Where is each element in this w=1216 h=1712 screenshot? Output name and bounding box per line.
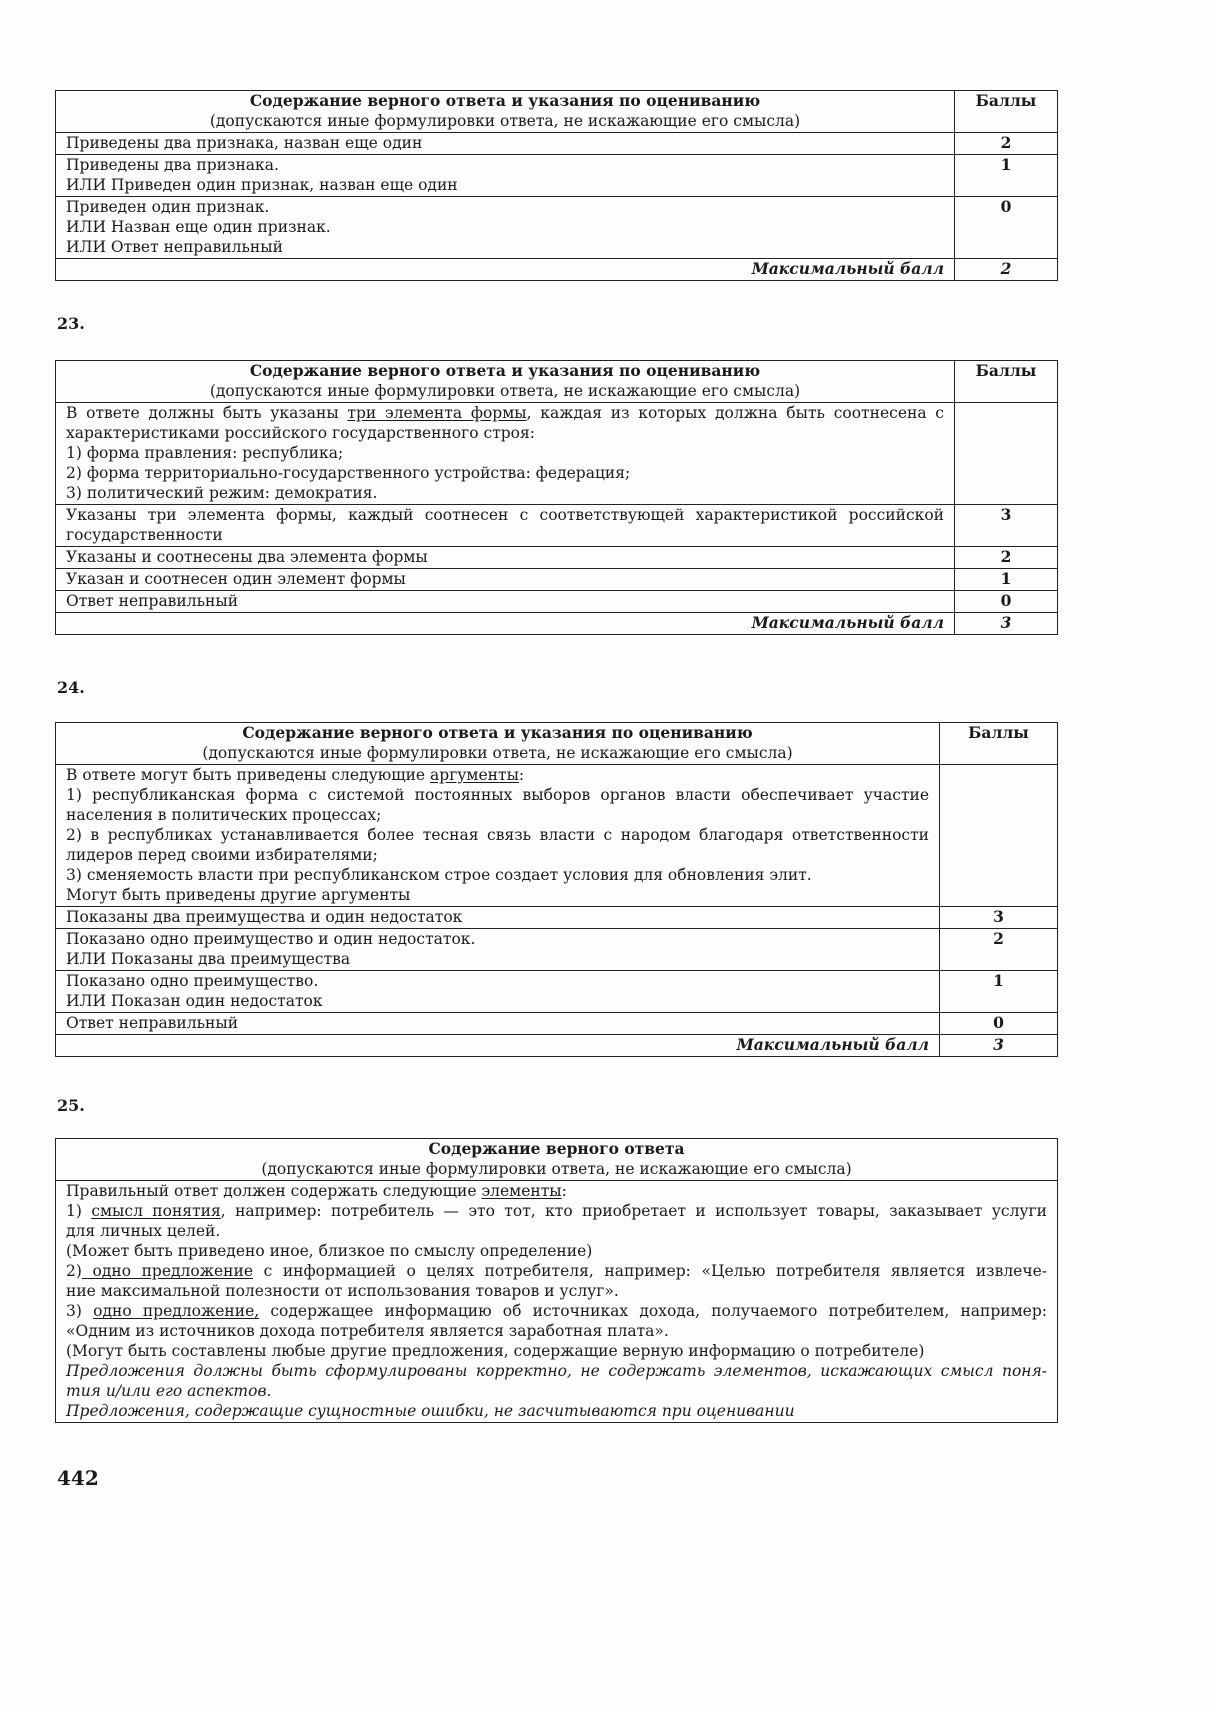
question-number: 25. [57,1096,85,1115]
table-row [56,1013,1058,1035]
header-cell [56,723,940,765]
max-score-row [56,613,1058,635]
text-line: 3) политический режим: демократия. [66,484,378,502]
text-line: лидеров перед своими избирателями; [66,846,378,864]
text-line: Указаны и соотнесены два элемента формы [66,548,428,566]
score-cell: 3 [940,907,1058,929]
text-segment: , каждая из которых должна быть соотнесена с [526,404,944,422]
table-header-row [56,91,1058,133]
max-score-row [56,1035,1058,1057]
text-segment: 1) [66,1202,92,1220]
text-line: государственности [66,526,223,544]
text-line: Приведен один признак. [66,198,270,216]
header-subtitle: (допускаются иные формулировки ответа, не искажающие его смысла) [209,112,801,130]
criteria-cell [56,505,955,547]
text-line: населения в политических процессах; [66,806,382,824]
text-line: ИЛИ Показан один недостаток [66,992,323,1010]
score-cell: 3 [955,505,1058,547]
text-line: 2) в республиках устанавливается более тесная связь власти с народом благодаря ответственности [66,826,929,844]
max-score-label: Максимальный балл [56,613,955,635]
table-row [56,505,1058,547]
max-score-value: 3 [955,613,1058,635]
max-score-label: Максимальный балл [56,1035,940,1057]
header-cell [56,91,955,133]
header-title: Содержание верного ответа и указания по оцениванию [242,723,753,742]
table-row [56,971,1058,1013]
text-line: ИЛИ Приведен один признак, назван еще один [66,176,458,194]
text-line: Ответ неправильный [66,1014,239,1032]
text-line: ИЛИ Назван еще один признак. [66,218,331,236]
text-line: характеристиками российского государственного строя: [66,424,536,442]
text-segment: : [561,1182,567,1200]
text-line: Ответ неправильный [66,592,239,610]
text-line [66,1201,1047,1221]
text-line: ИЛИ Ответ неправильный [66,238,283,256]
scoring-table [55,722,1058,1057]
text-segment: с информацией о целях потребителя, например: «Целью потребителя является извлече- [253,1262,1048,1280]
scoring-table [55,1138,1058,1423]
max-score-value: 3 [940,1035,1058,1057]
text-line: Указаны три элемента формы, каждый соотнесен с соответствующей характеристикой российской [66,506,944,524]
underlined-term: три элемента формы [347,404,527,422]
text-line [66,1261,1047,1281]
criteria-cell [56,403,955,505]
table-row [56,133,1058,155]
table-row [56,765,1058,907]
underlined-term: элементы [481,1182,562,1200]
criteria-cell [56,765,940,907]
text-line: (Могут быть составлены любые другие предложения, содержащие верную информацию о потребителе) [66,1342,925,1360]
criteria-cell [56,547,955,569]
text-line: Показано одно преимущество. [66,972,319,990]
table-row [56,1181,1058,1423]
text-line: 2) форма территориально-государственного устройства: федерация; [66,464,631,482]
text-line: «Одним из источников дохода потребителя является заработная плата». [66,1322,669,1340]
text-line: Приведены два признака, назван еще один [66,134,423,152]
text-segment: : [518,766,525,784]
text-segment: В ответе могут быть приведены следующие [66,766,431,784]
score-cell: 1 [940,971,1058,1013]
table-header-row [56,361,1058,403]
text-segment: 2) [66,1262,82,1280]
score-cell: 2 [955,547,1058,569]
text-line: ИЛИ Показаны два преимущества [66,950,351,968]
max-score-value: 2 [955,259,1058,281]
score-header: Баллы [940,723,1058,765]
table-row [56,197,1058,259]
text-line: 1) форма правления: республика; [66,444,344,462]
criteria-cell [56,1181,1058,1423]
table-row [56,569,1058,591]
table-row [56,403,1058,505]
underlined-term: одно предложение [81,1262,254,1280]
text-line: Показаны два преимущества и один недостаток [66,908,463,926]
max-score-label: Максимальный балл [56,259,955,281]
score-cell: 0 [955,591,1058,613]
table-row [56,547,1058,569]
question-number: 23. [57,314,85,333]
table-header-row [56,1139,1058,1181]
header-title: Содержание верного ответа и указания по оцениванию [249,91,761,110]
max-score-row [56,259,1058,281]
criteria-cell [56,197,955,259]
text-segment: Правильный ответ должен содержать следующие [66,1182,482,1200]
score-cell: 2 [940,929,1058,971]
text-line: Приведены два признака. [66,156,279,174]
header-subtitle: (допускаются иные формулировки ответа, не искажающие его смысла) [209,382,801,400]
text-line: Показано одно преимущество и один недостаток. [66,930,476,948]
score-cell: 1 [955,569,1058,591]
table-row [56,155,1058,197]
text-line [66,1301,1047,1321]
score-header: Баллы [955,361,1058,403]
criteria-cell [56,591,955,613]
underlined-term: одно предложение, [93,1302,260,1320]
text-line: для личных целей. [66,1222,221,1240]
text-line: Предложения, содержащие сущностные ошибки, не засчитываются при оценивании [66,1402,795,1420]
question-number: 24. [57,678,85,697]
text-line: 3) сменяемость власти при республиканском строе создает условия для обновления элит. [66,866,812,884]
text-segment: 3) [66,1302,94,1320]
criteria-cell [56,907,940,929]
score-cell: 1 [955,155,1058,197]
score-header: Баллы [955,91,1058,133]
header-cell [56,1139,1058,1181]
score-cell: 0 [955,197,1058,259]
underlined-term: аргументы [430,766,519,784]
criteria-cell [56,133,955,155]
scoring-table [55,360,1058,635]
score-cell [940,765,1058,907]
scoring-table [55,90,1058,281]
table-row [56,929,1058,971]
text-line: (Может быть приведено иное, близкое по смыслу определение) [66,1242,593,1260]
text-line: тия и/или его аспектов. [66,1382,272,1400]
score-cell: 2 [955,133,1058,155]
table-header-row [56,723,1058,765]
text-segment: В ответе должны быть указаны [66,404,348,422]
criteria-cell [56,971,940,1013]
text-line [66,1181,1047,1201]
criteria-cell [56,569,955,591]
criteria-cell [56,1013,940,1035]
text-segment: , например: потребитель — это тот, кто приобретает и использует товары, заказывает услуги [220,1202,1048,1220]
score-cell: 0 [940,1013,1058,1035]
header-title: Содержание верного ответа [428,1139,685,1158]
header-subtitle: (допускаются иные формулировки ответа, не искажающие его смысла) [261,1160,852,1178]
page-number: 442 [57,1466,99,1490]
criteria-cell [56,929,940,971]
text-line [66,403,944,423]
criteria-cell [56,155,955,197]
underlined-term: смысл понятия [91,1202,221,1220]
text-segment: содержащее информацию об источниках дохода, получаемого потребителем, например: [259,1302,1047,1320]
text-line: Могут быть приведены другие аргументы [66,886,411,904]
text-line: ние максимальной полезности от использования товаров и услуг». [66,1282,619,1300]
header-subtitle: (допускаются иные формулировки ответа, не искажающие его смысла) [202,744,793,762]
header-cell [56,361,955,403]
score-cell [955,403,1058,505]
text-line: 1) республиканская форма с системой постоянных выборов органов власти обеспечивает участие [66,786,929,804]
text-line [66,765,929,785]
table-row [56,907,1058,929]
header-title: Содержание верного ответа и указания по оцениванию [249,361,761,380]
text-line: Предложения должны быть сформулированы корректно, не содержать элементов, искажающих смысл поня- [66,1362,1047,1380]
table-row [56,591,1058,613]
text-line: Указан и соотнесен один элемент формы [66,570,406,588]
